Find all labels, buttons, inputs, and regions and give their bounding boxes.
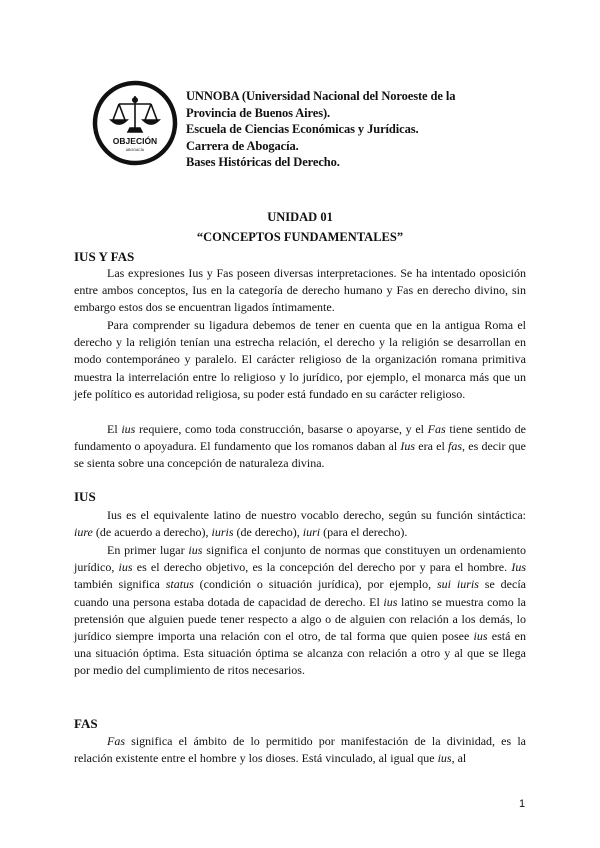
section-heading-fas: FAS (74, 716, 98, 731)
document-header (186, 88, 516, 171)
paragraph: Fas significa el ámbito de lo permitido por manifestación de la divinidad, es la relación existente entre el hombre y los dioses. Está vinculado, al igual que ius, al (74, 734, 526, 766)
unit-title: “CONCEPTOS FUNDAMENTALES” (196, 230, 404, 244)
paragraph: En primer lugar ius significa el conjunto de normas que constituyen un ordenamiento jurídico, ius es el derecho objetivo, es la concepción del derecho por y para el hombre. Ius también significa status (condición o situación jurídica), por ejemplo, sui iuris se decía cuando una persona estaba dotada de capacidad de derecho. El ius latino se muestra como la pretensión que alguien puede tener respecto a algo o de alguien con relación a los demás, lo jurídico siempre importa una relación con el otro, de tal forma que quien posee ius está en una situación óptima. Esta situación óptima se alcanza con relación a otro y al que se llega por medio del cumplimiento de ritos necesarios. (74, 543, 527, 678)
header-line-3: Escuela de Ciencias Económicas y Jurídicas. (186, 122, 419, 137)
section-heading-ius: IUS (74, 489, 96, 504)
paragraph: Para comprender su ligadura debemos de tener en cuenta que en la antigua Roma el derecho y la religión tenían una estrecha relación, el derecho y la religión se desarrollan en modo contemporáneo y paralelo. El carácter religioso de la organización romana primitiva muestra la interrelación entre lo religioso y lo jurídico, por ejemplo, el monarca más que un jefe político es autoridad religiosa, su poder está fundado en su carácter religioso. (74, 318, 526, 401)
unit-titles (0, 207, 600, 247)
header-line-5: Bases Históricas del Derecho. (186, 155, 340, 170)
page-number: 1 (519, 798, 526, 810)
university-logo (92, 80, 178, 166)
paragraph: Las expresiones Ius y Fas poseen diversas interpretaciones. Se ha intentado oposición entre ambos conceptos, Ius en la categoría de derecho humano y Fas en derecho divino, sin embargo estos dos se encuentran ligados íntimamente. (74, 266, 526, 315)
logo-text: OBJECIÓN (112, 136, 158, 146)
paragraph: El ius requiere, como toda construcción, basarse o apoyarse, y el Fas tiene sentido de fundamento o apoyadura. El fundamento que los romanos daban al Ius era el fas, es decir que se sienta sobre una concepción de naturaleza divina. (74, 422, 527, 471)
paragraph: Ius es el equivalente latino de nuestro vocablo derecho, según su función sintáctica: iure (de acuerdo a derecho), iuris (de derecho), iuri (para el derecho). (74, 508, 526, 540)
section-heading-ius-y-fas: IUS Y FAS (74, 249, 135, 264)
unit-number: UNIDAD 01 (267, 210, 333, 224)
header-line-2: Provincia de Buenos Aires). (186, 105, 331, 120)
logo-subtext: ABOGACÍA (125, 148, 145, 152)
header-line-4: Carrera de Abogacía. (186, 138, 299, 153)
header-line-1: UNNOBA (Universidad Nacional del Noroeste de la (186, 89, 456, 103)
